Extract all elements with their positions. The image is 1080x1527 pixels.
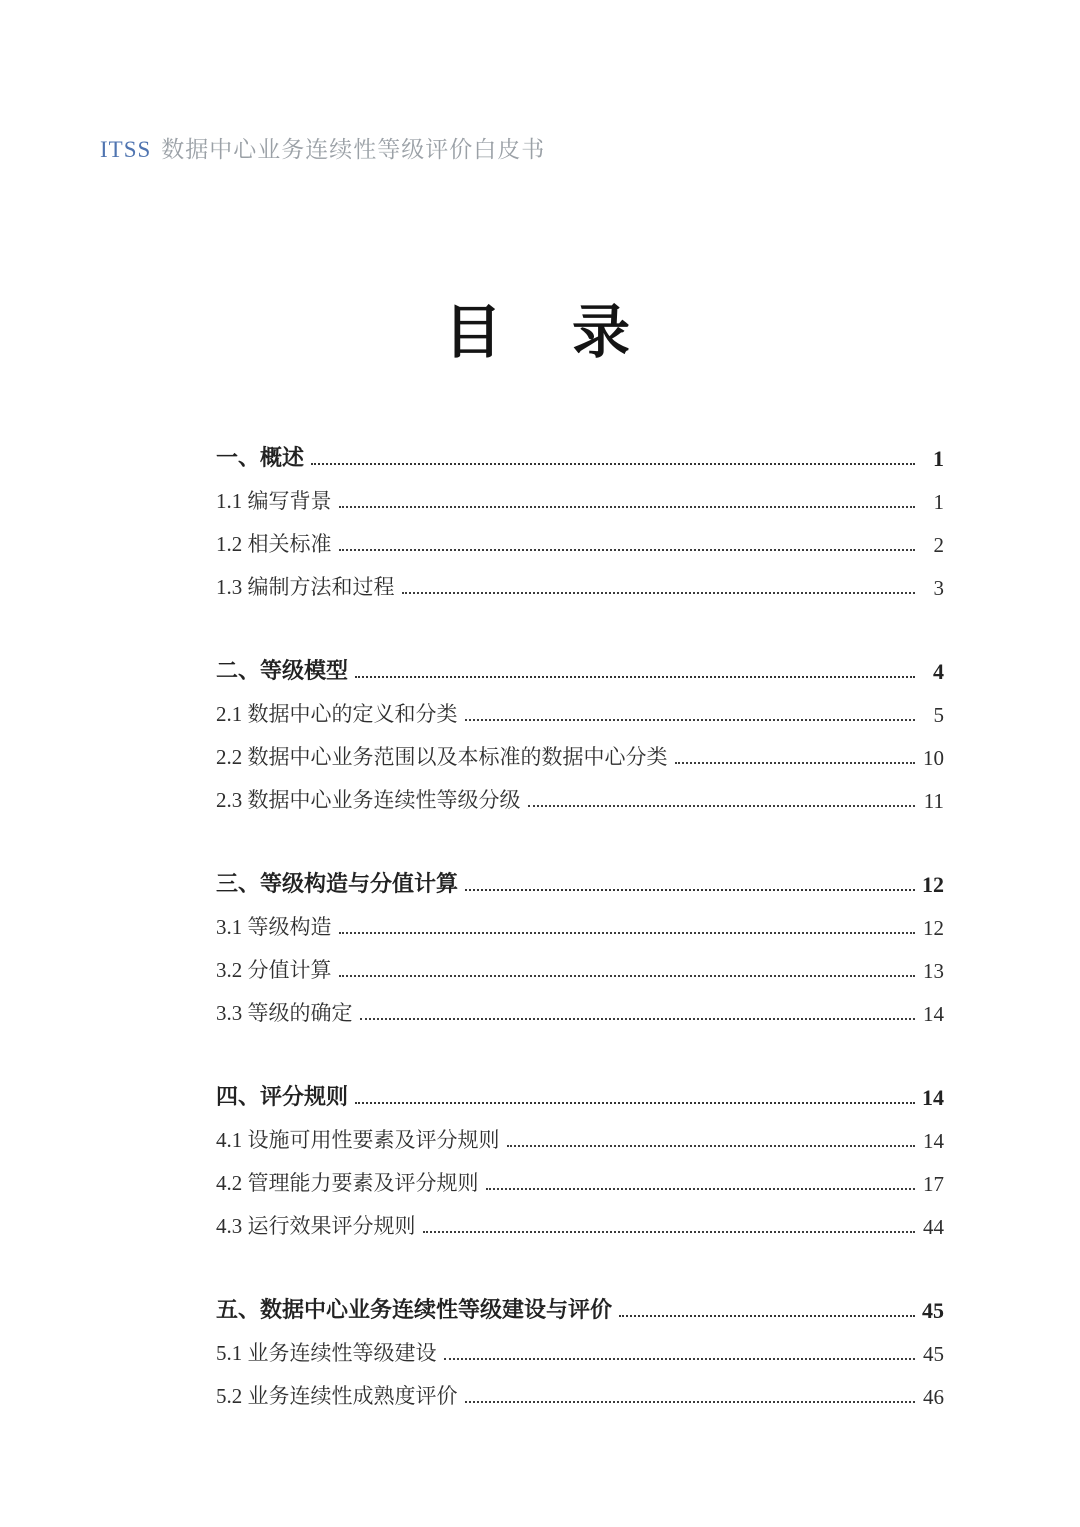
toc-list [216,429,944,1410]
toc-chapter-entry [216,429,944,472]
toc-entry-page: 10 [923,746,944,770]
toc-section [216,1068,944,1240]
toc-entry-label: 5.2 业务连续性成熟度评价 [216,1384,458,1408]
toc-entry-page: 13 [923,959,944,983]
toc-entry-label: 1.2 相关标准 [216,532,332,556]
toc-entry-page: 46 [923,1385,944,1409]
toc-entry-page: 5 [933,703,944,727]
toc-section [216,642,944,814]
toc-entry-page: 14 [922,1085,944,1110]
toc-chapter-entry [216,642,944,685]
toc-leader-dots [507,1145,916,1147]
toc-entry-label: 1.3 编制方法和过程 [216,575,395,599]
toc-entry-label: 二、等级模型 [216,658,349,683]
toc-entry [216,558,944,601]
toc-entry [216,1367,944,1410]
toc-leader-dots [486,1188,916,1190]
toc-entry [216,515,944,558]
toc-entry [216,1154,944,1197]
toc-entry [216,1111,944,1154]
toc-leader-dots [339,506,916,508]
toc-leader-dots [675,762,916,764]
toc-leader-dots [465,889,915,891]
toc-leader-dots [339,975,916,977]
toc-entry-label: 2.3 数据中心业务连续性等级分级 [216,788,521,812]
toc-title: 目 录 [443,300,636,365]
toc-section [216,1281,944,1410]
toc-entry-label: 4.1 设施可用性要素及评分规则 [216,1128,500,1152]
toc-entry-page: 3 [933,576,944,600]
toc-entry-page: 12 [923,916,944,940]
toc-leader-dots [339,549,916,551]
toc-entry-label: 一、概述 [216,445,305,470]
toc-leader-dots [619,1315,915,1317]
toc-entry [216,941,944,984]
toc-leader-dots [355,676,915,678]
toc-entry-label: 3.1 等级构造 [216,915,332,939]
toc-entry-label: 四、评分规则 [216,1084,349,1109]
toc-entry-page: 14 [923,1129,944,1153]
toc-entry-label: 2.1 数据中心的定义和分类 [216,702,458,726]
toc-leader-dots [311,463,915,465]
toc-entry-label: 3.3 等级的确定 [216,1001,353,1025]
toc-leader-dots [444,1358,916,1360]
toc-leader-dots [465,1401,916,1403]
toc-entry-label: 4.2 管理能力要素及评分规则 [216,1171,479,1195]
toc-entry-page: 4 [933,659,944,684]
toc-entry-label: 2.2 数据中心业务范围以及本标准的数据中心分类 [216,745,668,769]
toc-entry-label: 五、数据中心业务连续性等级建设与评价 [216,1297,613,1322]
toc-leader-dots [355,1102,915,1104]
toc-entry-page: 1 [933,446,944,471]
toc-entry-page: 1 [933,490,944,514]
toc-entry-page: 45 [923,1342,944,1366]
toc-entry-page: 2 [933,533,944,557]
toc-entry-page: 44 [923,1215,944,1239]
toc-leader-dots [360,1018,916,1020]
toc-entry [216,1324,944,1367]
toc-entry-page: 45 [922,1298,944,1323]
toc-entry-page: 14 [923,1002,944,1026]
toc-entry-page: 12 [922,872,944,897]
toc-chapter-entry [216,1068,944,1111]
toc-section [216,855,944,1027]
toc-section [216,429,944,601]
toc-entry [216,728,944,771]
toc-entry-label: 4.3 运行效果评分规则 [216,1214,416,1238]
toc-chapter-entry [216,855,944,898]
toc-leader-dots [339,932,916,934]
page-header [100,131,545,164]
toc-entry [216,984,944,1027]
toc-leader-dots [528,805,916,807]
toc-entry-label: 3.2 分值计算 [216,958,332,982]
toc-entry-label: 1.1 编写背景 [216,489,332,513]
header-brand-itss: ITSS [100,137,152,162]
toc-chapter-entry [216,1281,944,1324]
toc-entry-page: 17 [923,1172,944,1196]
toc-entry [216,685,944,728]
toc-entry [216,898,944,941]
toc-entry-page: 11 [923,789,944,813]
toc-entry-label: 5.1 业务连续性等级建设 [216,1341,437,1365]
toc-entry [216,1197,944,1240]
toc-entry [216,771,944,814]
toc-leader-dots [465,719,916,721]
toc-leader-dots [402,592,916,594]
header-document-title: 数据中心业务连续性等级评价白皮书 [161,137,546,162]
toc-entry [216,472,944,515]
toc-entry-label: 三、等级构造与分值计算 [216,871,459,896]
toc-leader-dots [423,1231,916,1233]
